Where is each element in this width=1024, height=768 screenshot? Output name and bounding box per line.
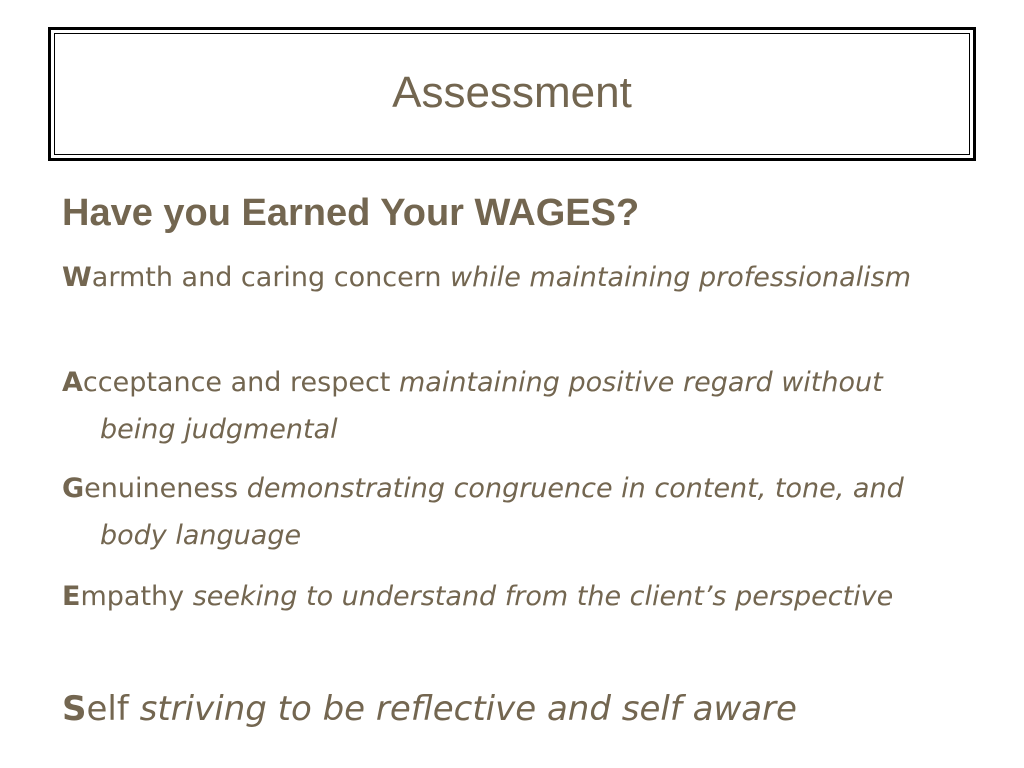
wages-item-acceptance bbox=[62, 359, 960, 453]
item-letter: S bbox=[62, 689, 87, 729]
item-description: seeking to understand from the client’s perspective bbox=[192, 581, 894, 612]
item-term: cceptance and respect bbox=[82, 367, 391, 398]
item-term: elf bbox=[86, 689, 129, 729]
slide-subtitle: Have you Earned Your WAGES? bbox=[62, 192, 640, 234]
title-box bbox=[48, 27, 976, 161]
item-letter: G bbox=[62, 473, 85, 504]
item-letter: W bbox=[62, 262, 92, 293]
item-letter: A bbox=[62, 367, 83, 398]
wages-item-self bbox=[62, 684, 960, 734]
wages-item-genuineness bbox=[62, 465, 960, 559]
wages-item-warmth bbox=[62, 254, 960, 301]
title-box-inner-border bbox=[54, 33, 970, 155]
item-term: enuineness bbox=[84, 473, 239, 504]
wages-item-empathy bbox=[62, 570, 960, 623]
item-description: striving to be reflective and self aware bbox=[139, 689, 797, 729]
slide-title: Assessment bbox=[392, 68, 632, 117]
item-description: demonstrating congruence in content, tone, and body language bbox=[100, 473, 904, 551]
item-description: maintaining positive regard without being judgmental bbox=[100, 367, 883, 445]
item-term: mpathy bbox=[80, 581, 185, 612]
item-letter: E bbox=[62, 581, 81, 612]
item-description: while maintaining professionalism bbox=[450, 262, 912, 293]
item-term: armth and caring concern bbox=[91, 262, 442, 293]
